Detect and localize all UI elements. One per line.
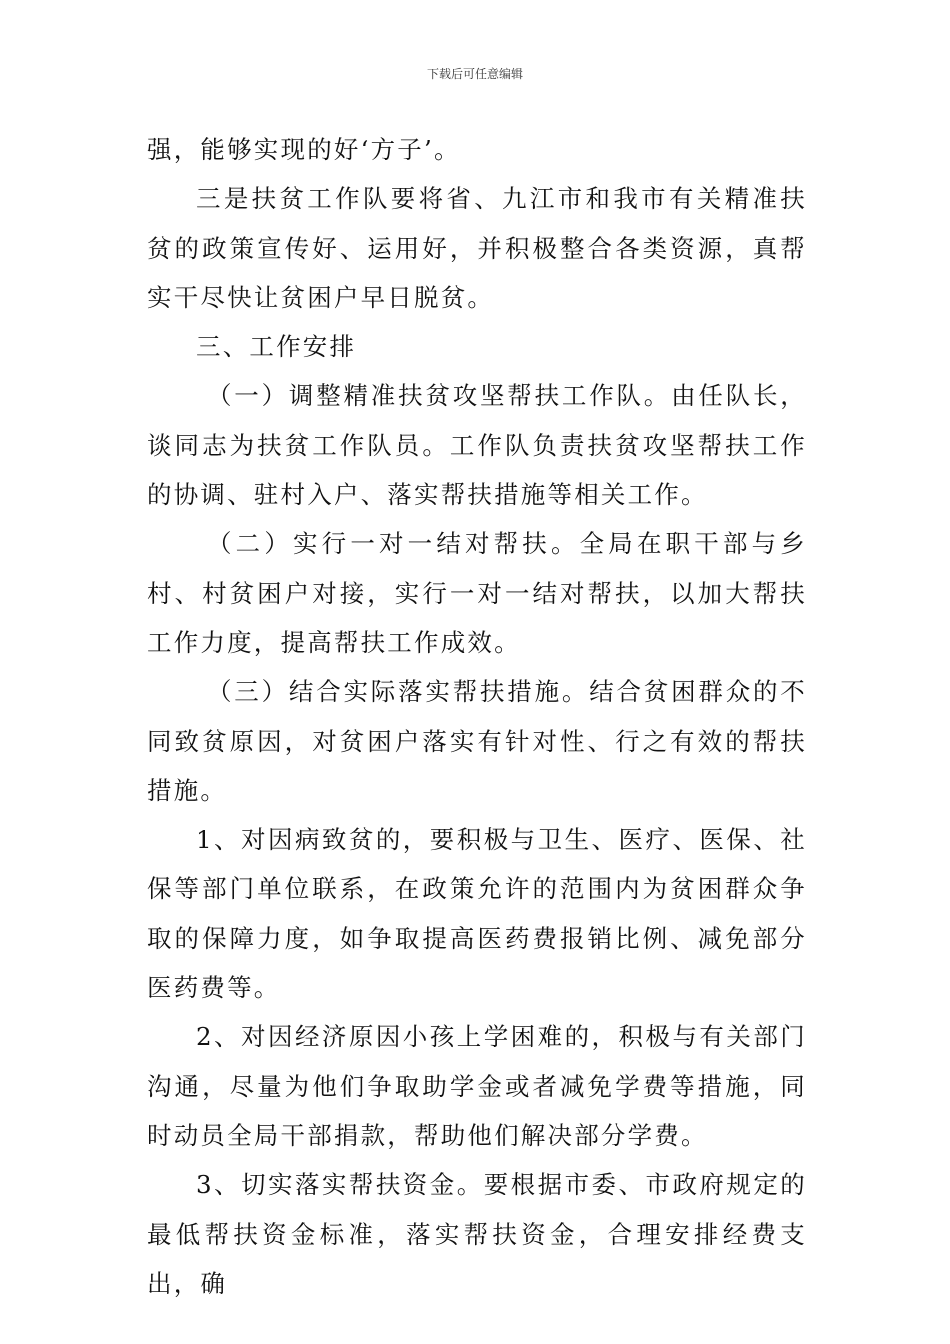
page-header: 下载后可任意编辑 — [426, 67, 523, 81]
paragraph-item-3: （三）结合实际落实帮扶措施。结合贫困群众的不同致贫原因，对贫困户落实有针对性、行之有效的帮扶措施。 — [147, 677, 807, 805]
paragraph-measure-3: 3、切实落实帮扶资金。要根据市委、市政府规定的最低帮扶资金标准，落实帮扶资金，合理安排经费支出，确 — [147, 1170, 807, 1298]
section-heading-work-arrangement: 三、工作安排 — [196, 332, 357, 362]
paragraph-continuation: 强，能够实现的好‘方子’。 — [147, 135, 461, 164]
paragraph-point-three: 三是扶贫工作队要将省、九江市和我市有关精准扶贫的政策宣传好、运用好，并积极整合各类资源，真帮实干尽快让贫困户早日脱贫。 — [147, 184, 807, 312]
document-body — [147, 125, 807, 1308]
paragraph-item-2: （二）实行一对一结对帮扶。全局在职干部与乡村、村贫困户对接，实行一对一结对帮扶，以加大帮扶工作力度，提高帮扶工作成效。 — [147, 529, 807, 657]
paragraph-measure-2: 2、对因经济原因小孩上学困难的，积极与有关部门沟通，尽量为他们争取助学金或者减免学费等措施，同时动员全局干部捐款，帮助他们解决部分学费。 — [147, 1022, 807, 1150]
paragraph-measure-1: 1、对因病致贫的，要积极与卫生、医疗、医保、社保等部门单位联系，在政策允许的范围内为贫困群众争取的保障力度，如争取提高医药费报销比例、减免部分医药费等。 — [147, 825, 807, 1003]
paragraph-item-1: （一）调整精准扶贫攻坚帮扶工作队。由任队长，谈同志为扶贫工作队员。工作队负责扶贫攻坚帮扶工作的协调、驻村入户、落实帮扶措施等相关工作。 — [147, 381, 807, 510]
